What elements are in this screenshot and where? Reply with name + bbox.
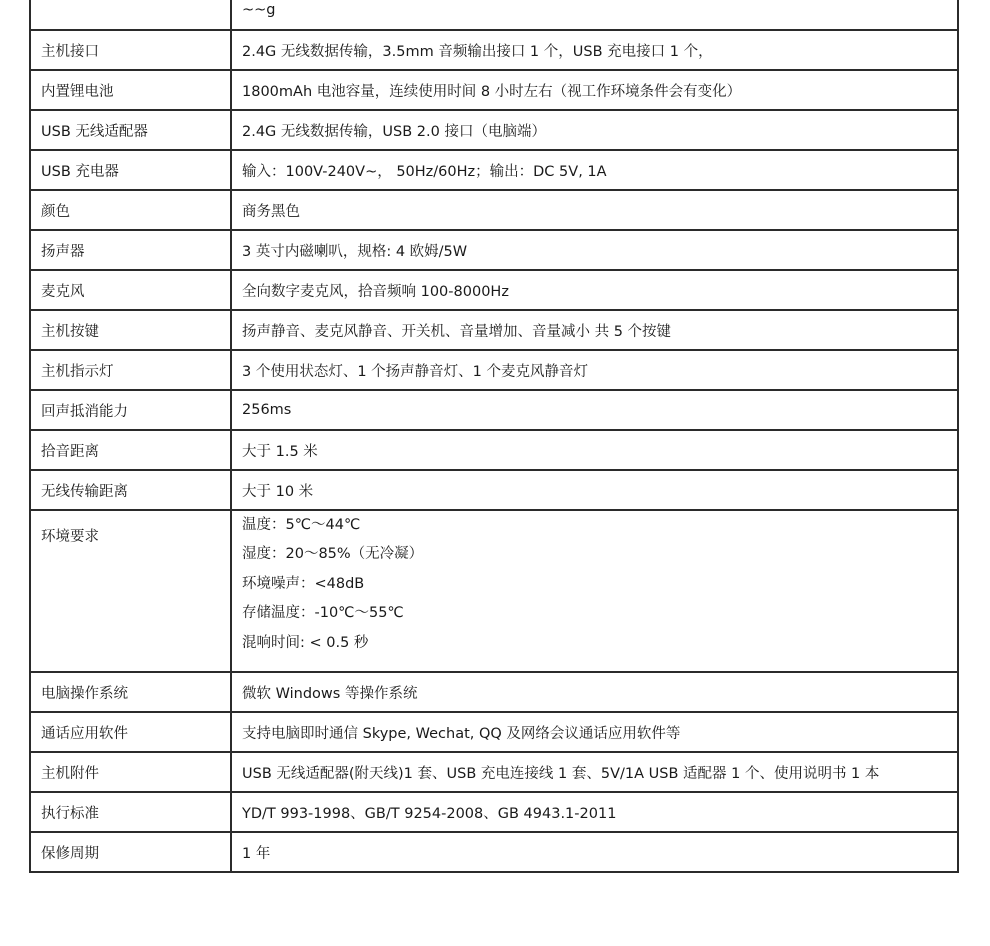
- env-line: 混响时间: < 0.5 秒: [242, 634, 369, 651]
- spec-label: 电脑操作系统: [30, 672, 231, 712]
- table-row: [30, 672, 958, 712]
- spec-label: [30, 0, 231, 30]
- spec-value: 1 年: [231, 832, 958, 872]
- spec-label: 颜色: [30, 190, 231, 230]
- table-row: [30, 150, 958, 190]
- spec-value: 全向数字麦克风，拾音频响 100-8000Hz: [231, 270, 958, 310]
- spec-value: 大于 1.5 米: [231, 430, 958, 470]
- spec-label: 拾音距离: [30, 430, 231, 470]
- table-row: [30, 30, 958, 70]
- spec-value-environment: [231, 510, 958, 672]
- spec-value: 2.4G 无线数据传输，USB 2.0 接口（电脑端）: [231, 110, 958, 150]
- table-row: [30, 430, 958, 470]
- spec-label: USB 无线适配器: [30, 110, 231, 150]
- spec-label: 麦克风: [30, 270, 231, 310]
- spec-value: 输入：100V-240V~， 50Hz/60Hz；输出：DC 5V, 1A: [231, 150, 958, 190]
- table-row: [30, 230, 958, 270]
- env-line: 温度：5℃～44℃: [242, 517, 361, 533]
- table-row: [30, 792, 958, 832]
- spec-value: 支持电脑即时通信 Skype, Wechat, QQ 及网络会议通话应用软件等: [231, 712, 958, 752]
- spec-label: 主机附件: [30, 752, 231, 792]
- spec-label: 通话应用软件: [30, 712, 231, 752]
- spec-value: 大于 10 米: [231, 470, 958, 510]
- spec-value: 256ms: [231, 390, 958, 430]
- table-row: [30, 350, 958, 390]
- spec-label: 执行标准: [30, 792, 231, 832]
- spec-label: 主机接口: [30, 30, 231, 70]
- table-row: [30, 270, 958, 310]
- spec-value: 3 个使用状态灯、1 个扬声静音灯、1 个麦克风静音灯: [231, 350, 958, 390]
- spec-label: 主机按键: [30, 310, 231, 350]
- spec-value: 微软 Windows 等操作系统: [231, 672, 958, 712]
- spec-value: 3 英寸内磁喇叭，规格: 4 欧姆/5W: [231, 230, 958, 270]
- spec-value: 商务黑色: [231, 190, 958, 230]
- spec-label: 内置锂电池: [30, 70, 231, 110]
- spec-label: 扬声器: [30, 230, 231, 270]
- table-row: [30, 390, 958, 430]
- table-row: [30, 310, 958, 350]
- env-line: 湿度：20～85%（无冷凝）: [242, 546, 424, 563]
- spec-label: 回声抵消能力: [30, 390, 231, 430]
- spec-value: YD/T 993-1998、GB/T 9254-2008、GB 4943.1-2011: [231, 792, 958, 832]
- spec-label: USB 充电器: [30, 150, 231, 190]
- spec-value: USB 无线适配器(附天线)1 套、USB 充电连接线 1 套、5V/1A USB 适配器 1 个、使用说明书 1 本: [231, 752, 958, 792]
- table-row: [30, 190, 958, 230]
- table-row: [30, 110, 958, 150]
- spec-value: 扬声静音、麦克风静音、开关机、音量增加、音量减小 共 5 个按键: [231, 310, 958, 350]
- spec-label: 无线传输距离: [30, 470, 231, 510]
- env-line: 存储温度：-10℃～55℃: [242, 605, 404, 622]
- table-row: [30, 752, 958, 792]
- table-row: [30, 0, 958, 30]
- table-row: [30, 832, 958, 872]
- table-row-environment: [30, 510, 958, 672]
- env-line: 环境噪声：<48dB: [242, 575, 365, 592]
- table-row: [30, 712, 958, 752]
- spec-label: 保修周期: [30, 832, 231, 872]
- table-row: [30, 470, 958, 510]
- table-row: [30, 70, 958, 110]
- spec-value: ~~g: [231, 0, 958, 30]
- spec-value: 1800mAh 电池容量，连续使用时间 8 小时左右（视工作环境条件会有变化）: [231, 70, 958, 110]
- spec-table: [29, 0, 959, 873]
- spec-label: 环境要求: [30, 510, 231, 672]
- spec-label: 主机指示灯: [30, 350, 231, 390]
- spec-value: 2.4G 无线数据传输，3.5mm 音频输出接口 1 个，USB 充电接口 1 个，: [231, 30, 958, 70]
